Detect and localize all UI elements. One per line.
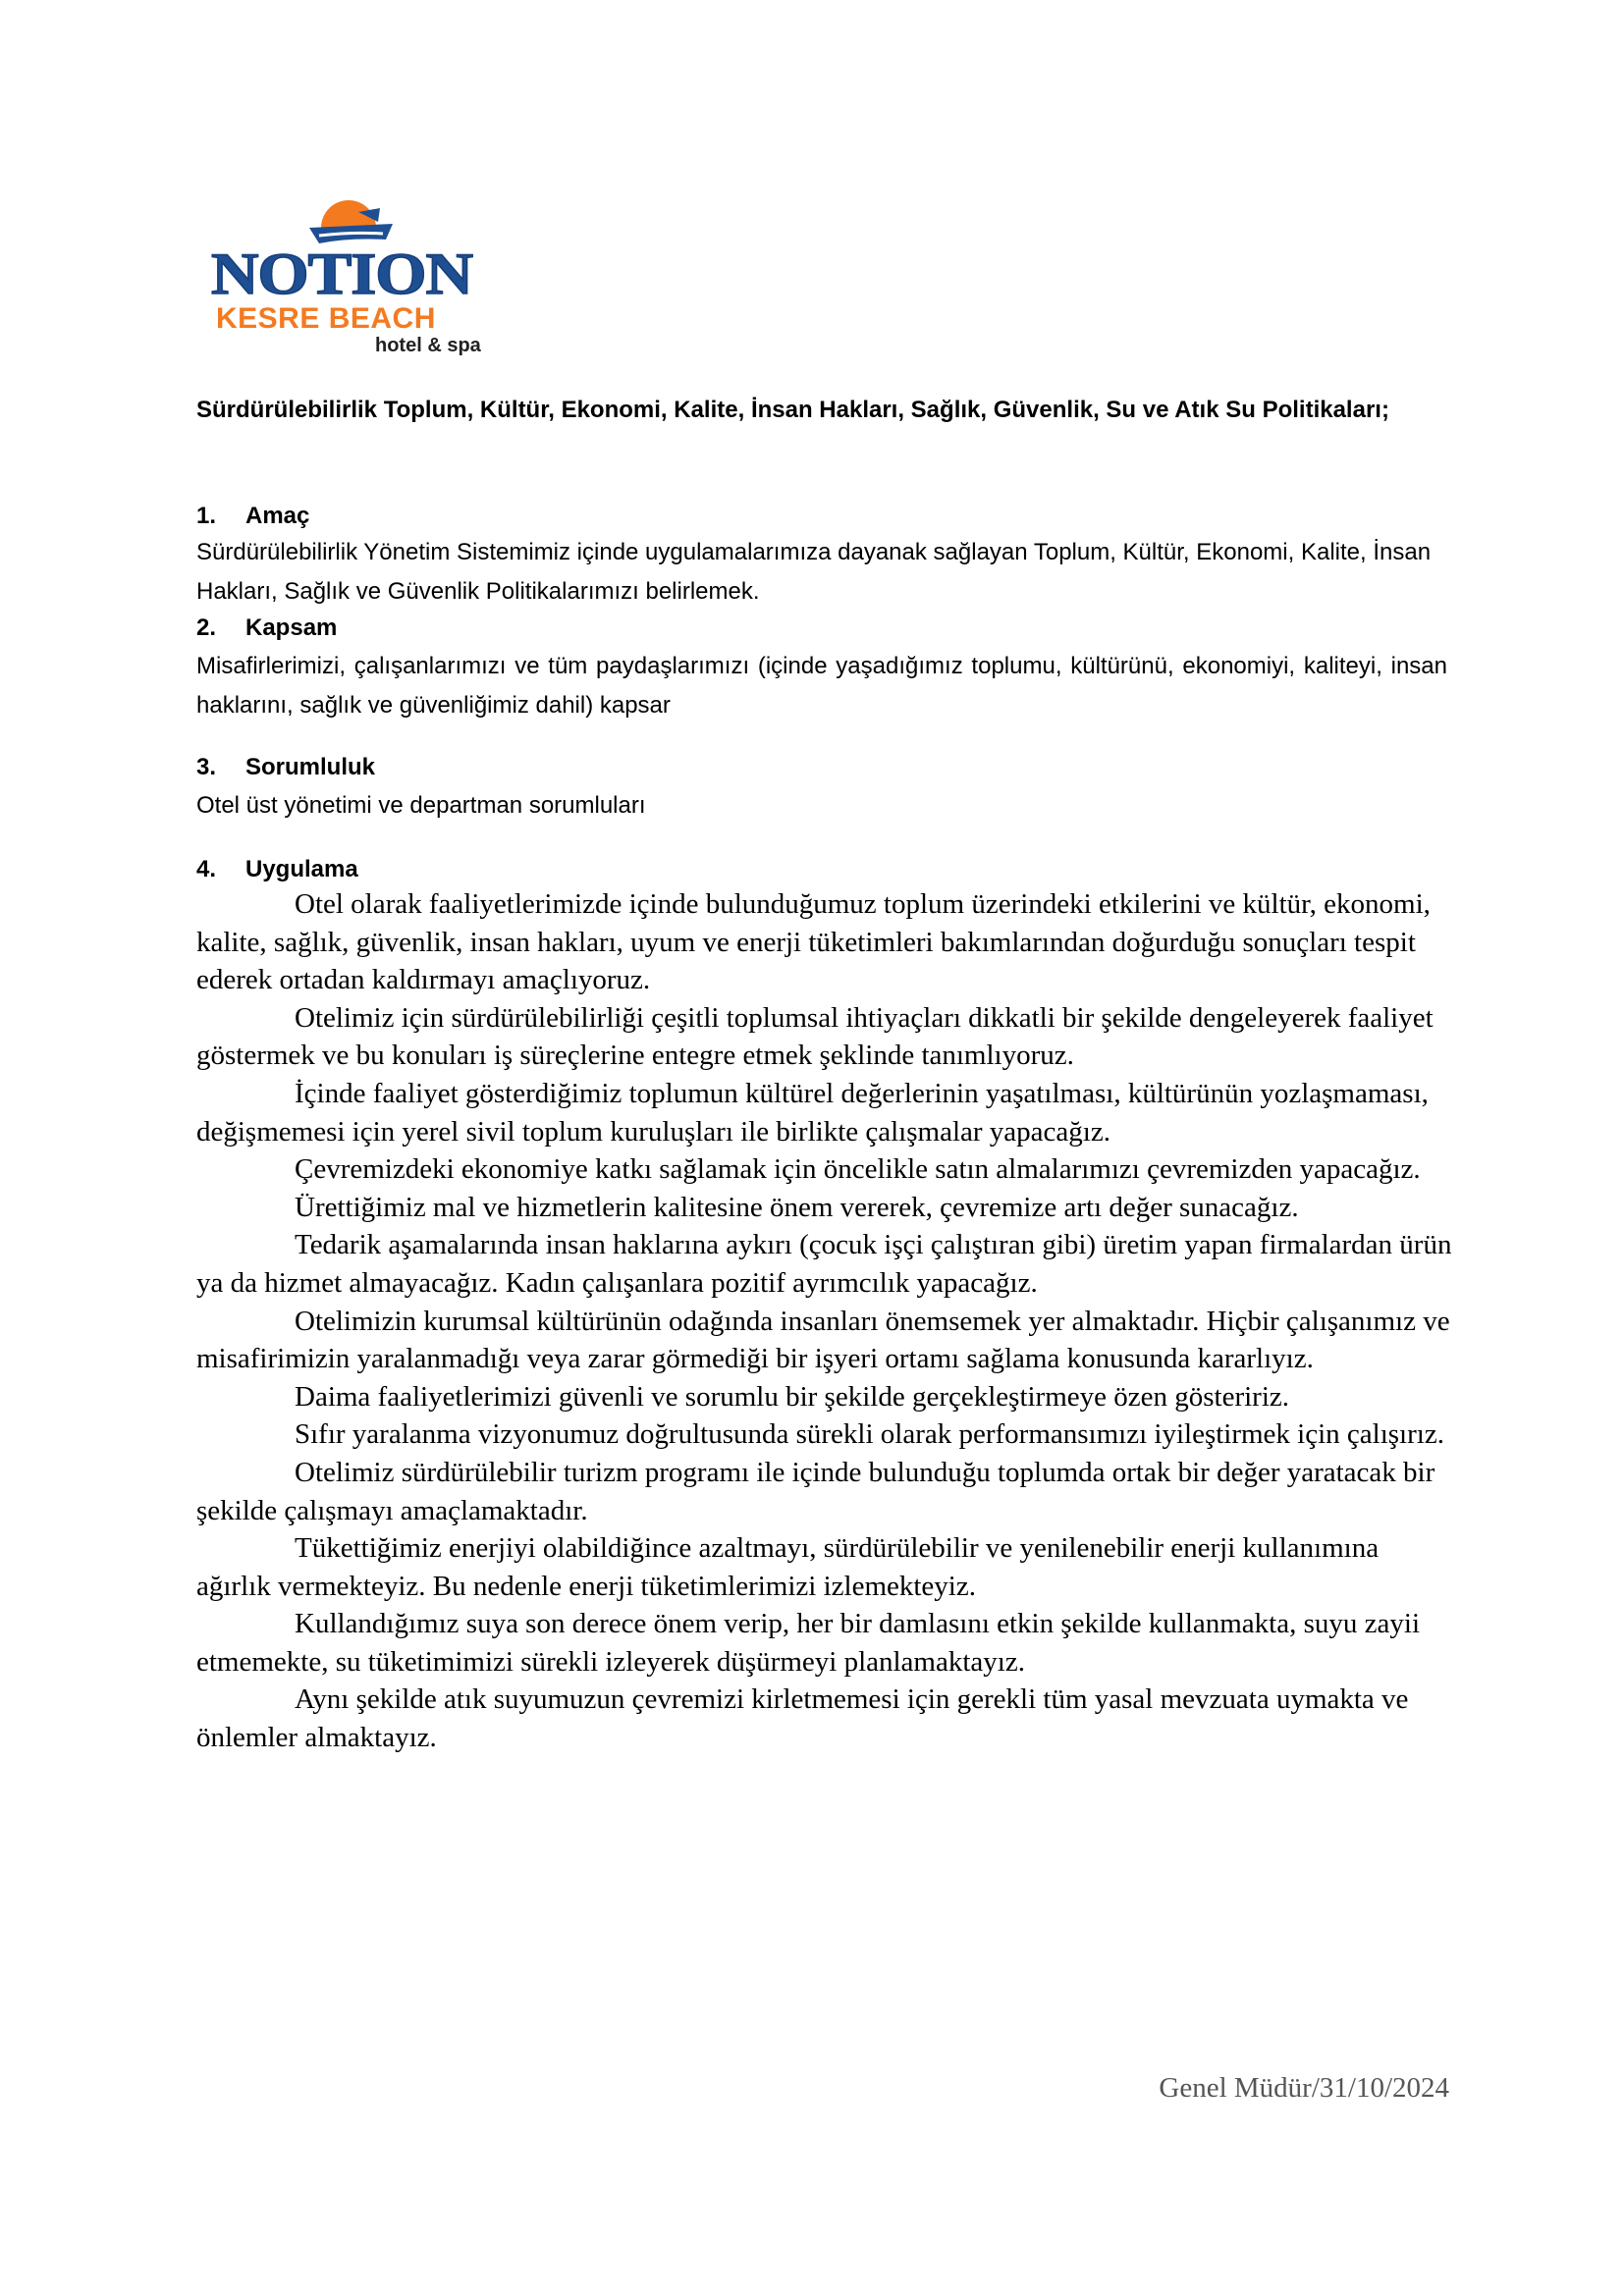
logo-tagline: hotel & spa	[375, 335, 481, 356]
implementation-paragraph: Aynı şekilde atık suyumuzun çevremizi kirletmemesi için gerekli tüm yasal mevzuata uymakta ve önlemler almaktayız.	[196, 1683, 1409, 1754]
section-number: 1.	[196, 503, 217, 529]
implementation-paragraph: Sıfır yaralanma vizyonumuz doğrultusunda sürekli olarak performansımızı iyileştirmek için çalışırız.	[295, 1418, 1444, 1451]
hotel-logo	[211, 188, 506, 365]
implementation-paragraph: Tükettiğimiz enerjiyi olabildiğince azaltmayı, sürdürülebilir ve yenilenebilir enerji kullanımına ağırlık vermekteyiz. Bu nedenle enerji tüketimlerimizi izlemekteyiz.	[196, 1532, 1380, 1602]
implementation-paragraph: Ürettiğimiz mal ve hizmetlerin kalitesine önem vererek, çevremize artı değer sunacağız.	[295, 1191, 1299, 1223]
section-heading-kapsam	[196, 609, 337, 648]
section-text-sorumluluk: Otel üst yönetimi ve departman sorumluları	[196, 792, 646, 819]
section-text-kapsam: Misafirlerimizi, çalışanlarımızı ve tüm paydaşlarımızı (içinde yaşadığımız toplumu, kültürünü, ekonomiyi, kaliteyi, insan haklarını, sağlık ve güvenliğimiz dahil) kapsar	[196, 653, 1447, 719]
section-number: 2.	[196, 614, 217, 641]
section-heading-uygulama	[196, 850, 358, 889]
section-number: 3.	[196, 754, 217, 780]
implementation-paragraph: Kullandığımız suya son derece önem verip, her bir damlasını etkin şekilde kullanmakta, suyu zayii etmemekte, su tüketimimizi sürekli izleyerek düşürmeyi planlamaktayız.	[196, 1608, 1420, 1678]
section-title: Sorumluluk	[245, 754, 376, 780]
section-text-amac: Sürdürülebilirlik Yönetim Sistemimiz içinde uygulamalarımıza dayanak sağlayan Toplum, Kültür, Ekonomi, Kalite, İnsan Hakları, Sağlık ve Güvenlik Politikalarımızı belirlemek.	[196, 539, 1432, 605]
logo-wordmark: NOTION	[211, 241, 472, 306]
implementation-paragraph: Tedarik aşamalarında insan haklarına aykırı (çocuk işçi çalıştıran gibi) üretim yapan firmalardan ürün ya da hizmet almayacağız. Kadın çalışanlara pozitif ayrımcılık yapacağız.	[196, 1229, 1452, 1299]
signature-line: Genel Müdür/31/10/2024	[1159, 2072, 1449, 2104]
section-number: 4.	[196, 856, 217, 882]
implementation-paragraph: Otelimiz sürdürülebilir turizm programı ile içinde bulunduğu toplumda ortak bir değer yaratacak bir şekilde çalışmayı amaçlamaktadır.	[196, 1456, 1435, 1526]
implementation-paragraphs	[196, 885, 1453, 1757]
implementation-paragraph: Daima faaliyetlerimizi güvenli ve sorumlu bir şekilde gerçekleştirmeye özen gösteririz.	[295, 1380, 1290, 1413]
section-title: Kapsam	[245, 614, 338, 641]
implementation-paragraph: Çevremizdeki ekonomiye katkı sağlamak için öncelikle satın almalarımızı çevremizden yapacağız.	[295, 1153, 1421, 1186]
section-heading-sorumluluk	[196, 748, 375, 787]
section-title: Uygulama	[245, 856, 358, 882]
implementation-paragraph: Otel olarak faaliyetlerimizde içinde bulunduğumuz toplum üzerindeki etkilerini ve kültür, ekonomi, kalite, sağlık, güvenlik, insan hakları, uyum ve enerji tüketimleri bakımlarından doğurduğu sonuçları tespit ederek ortadan kaldırmayı amaçlıyoruz.	[196, 888, 1431, 996]
implementation-paragraph: Otelimiz için sürdürülebilirliği çeşitli toplumsal ihtiyaçları dikkatli bir şekilde dengeleyerek faaliyet göstermek ve bu konuları iş süreçlerine entegre etmek şeklinde tanımlıyoruz.	[196, 1001, 1434, 1072]
section-title: Amaç	[245, 503, 310, 529]
implementation-paragraph: İçinde faaliyet gösterdiğimiz toplumun kültürel değerlerinin yaşatılması, kültürünün yozlaşmaması, değişmemesi için yerel sivil toplum kuruluşları ile birlikte çalışmalar yapacağız.	[196, 1077, 1429, 1148]
document-title: Sürdürülebilirlik Toplum, Kültür, Ekonomi, Kalite, İnsan Hakları, Sağlık, Güvenlik, Su ve Atık Su Politikaları;	[196, 397, 1389, 423]
section-heading-amac	[196, 497, 309, 536]
logo-subtitle: KESRE BEACH	[216, 302, 436, 335]
implementation-paragraph: Otelimizin kurumsal kültürünün odağında insanları önemsemek yer almaktadır. Hiçbir çalışanımız ve misafirimizin yaralanmadığı veya zarar görmediği bir işyeri ortamı sağlama konusunda kararlıyız.	[196, 1305, 1450, 1375]
